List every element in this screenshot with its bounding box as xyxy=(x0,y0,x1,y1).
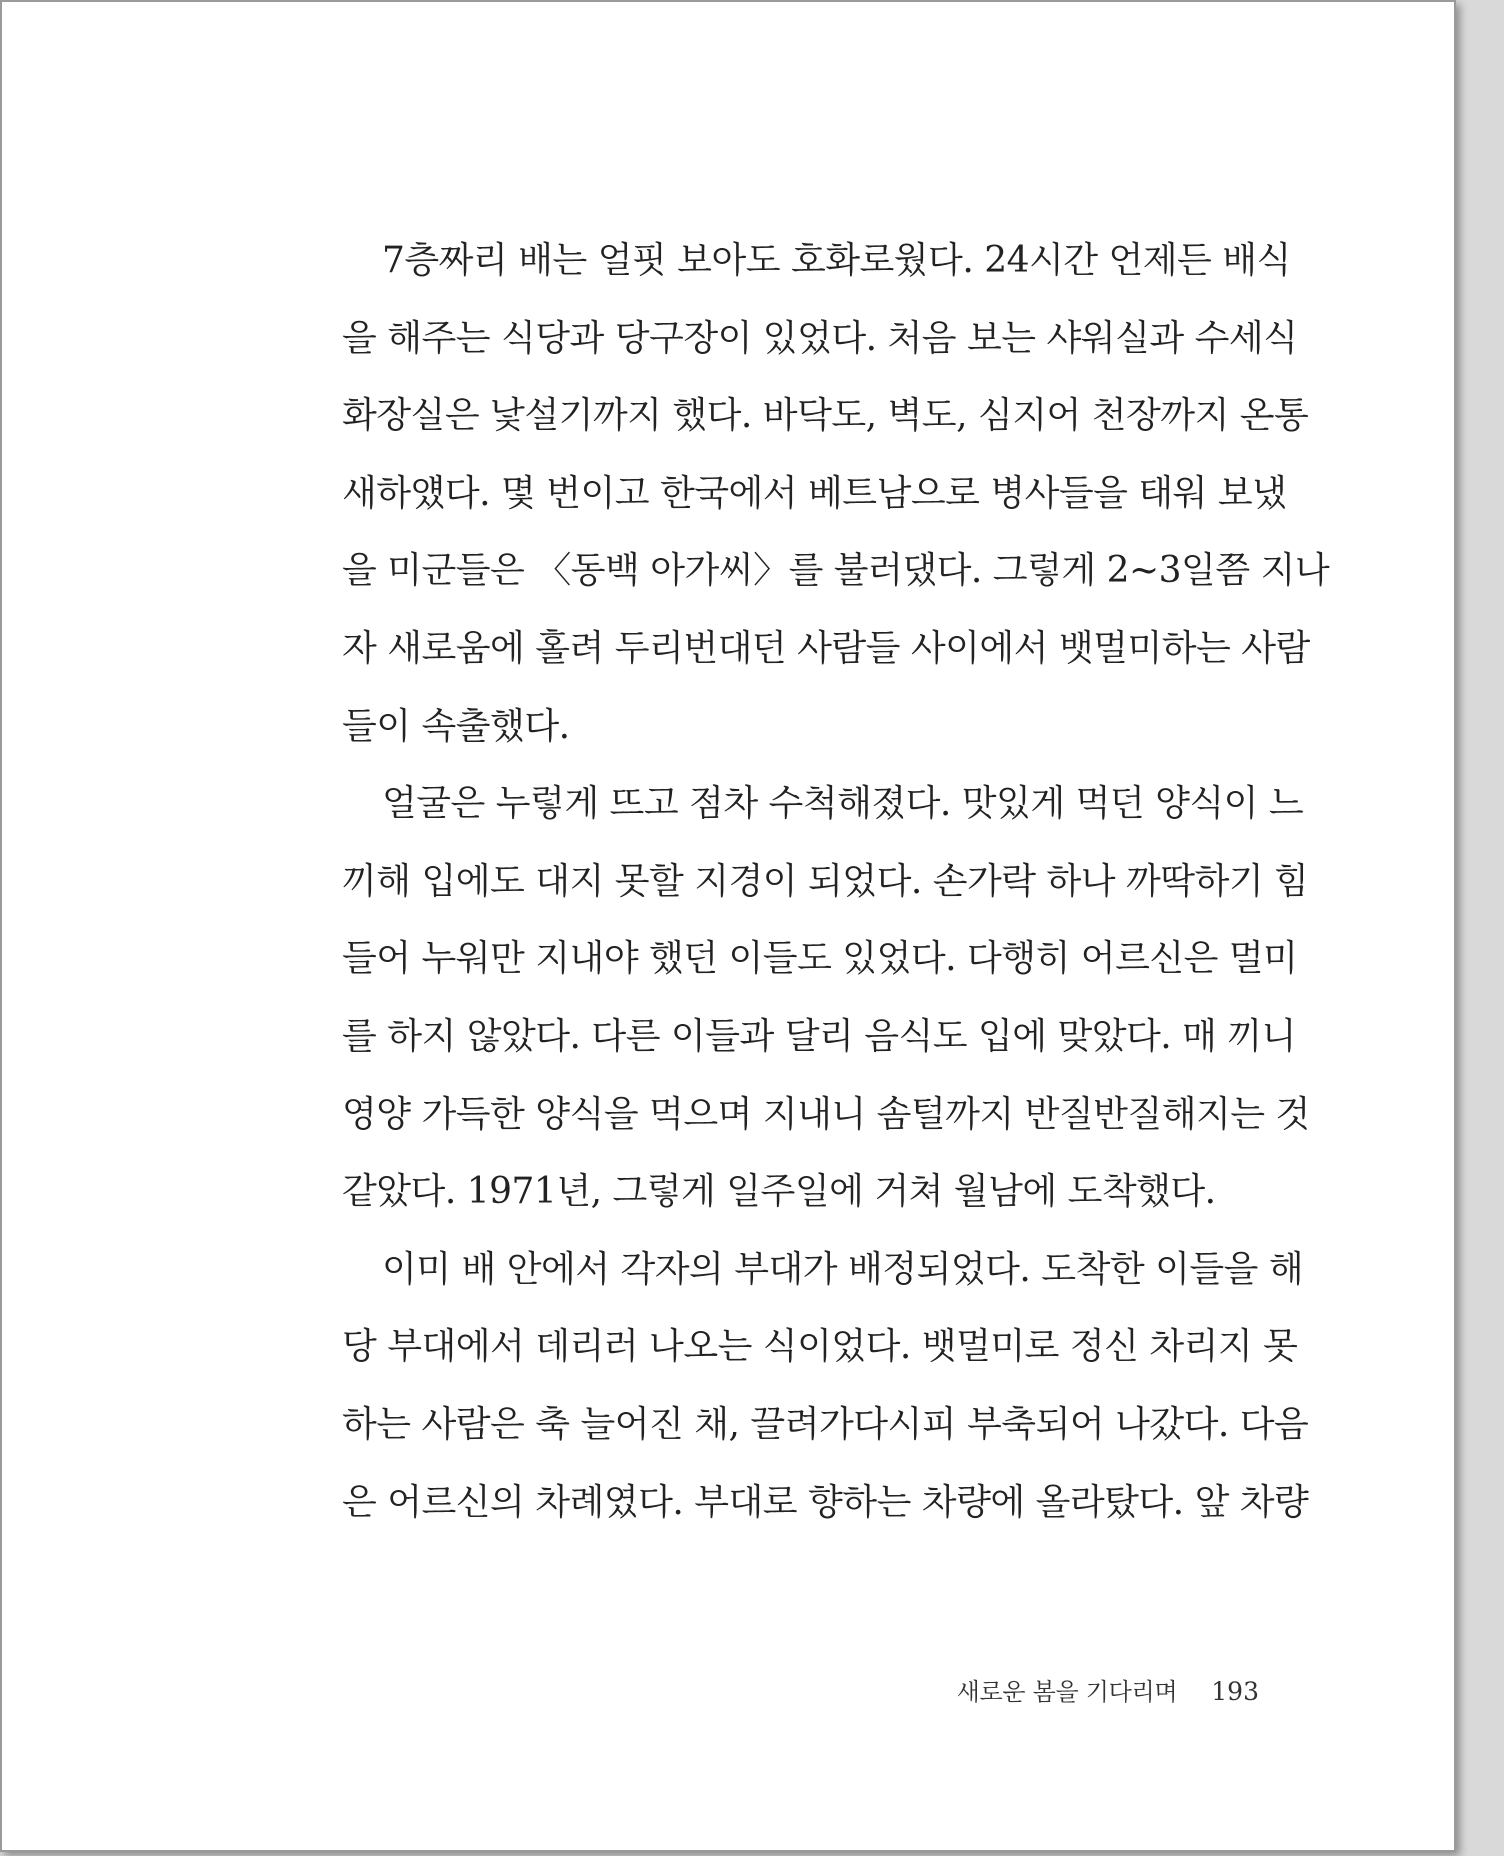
text-line: 끼해 입에도 대지 못할 지경이 되었다. 손가락 하나 까딱하기 힘 xyxy=(342,860,1309,902)
text-line: 7층짜리 배는 얼핏 보아도 호화로웠다. 24시간 언제든 배식 xyxy=(382,240,1291,281)
text-line: 같았다. 1971년, 그렇게 일주일에 거쳐 월남에 도착했다. xyxy=(342,1171,1216,1213)
text-line: 이미 배 안에서 각자의 부대가 배정되었다. 도착한 이들을 해 xyxy=(382,1248,1304,1290)
text-line: 당 부대에서 데리러 나오는 식이었다. 뱃멀미로 정신 차리지 못 xyxy=(342,1326,1298,1368)
text-line: 를 하지 않았다. 다른 이들과 달리 음식도 입에 맞았다. 매 끼니 xyxy=(342,1015,1296,1057)
page-number: 193 xyxy=(1211,1677,1259,1706)
text-line: 들이 속출했다. xyxy=(342,705,570,747)
text-line: 하는 사람은 축 늘어진 채, 끌려가다시피 부축되어 나갔다. 다음 xyxy=(342,1403,1309,1445)
text-line: 을 미군들은 〈동백 아가씨〉를 불러댔다. 그렇게 2~3일쯤 지나 xyxy=(342,550,1330,592)
text-line: 얼굴은 누렇게 뜨고 점차 수척해졌다. 맛있게 먹던 양식이 느 xyxy=(382,783,1304,825)
text-line: 은 어르신의 차례였다. 부대로 향하는 차량에 올라탔다. 앞 차량 xyxy=(342,1481,1309,1523)
page-footer xyxy=(957,1672,1259,1707)
running-title: 새로운 봄을 기다리며 xyxy=(956,1678,1178,1706)
text-line: 자 새로움에 홀려 두리번대던 사람들 사이에서 뱃멀미하는 사람 xyxy=(342,627,1310,669)
text-line: 을 해주는 식당과 당구장이 있었다. 처음 보는 샤워실과 수세식 xyxy=(342,317,1298,359)
text-line: 새하얬다. 몇 번이고 한국에서 베트남으로 병사들을 태워 보냈 xyxy=(342,472,1287,514)
text-line: 들어 누워만 지내야 했던 이들도 있었다. 다행히 어르신은 멀미 xyxy=(342,938,1298,980)
text-line: 영양 가득한 양식을 먹으며 지내니 솜털까지 반질반질해지는 것 xyxy=(342,1093,1310,1135)
text-line: 화장실은 낯설기까지 했다. 바닥도, 벽도, 심지어 천장까지 온통 xyxy=(342,395,1309,437)
body-text xyxy=(342,222,1330,1541)
